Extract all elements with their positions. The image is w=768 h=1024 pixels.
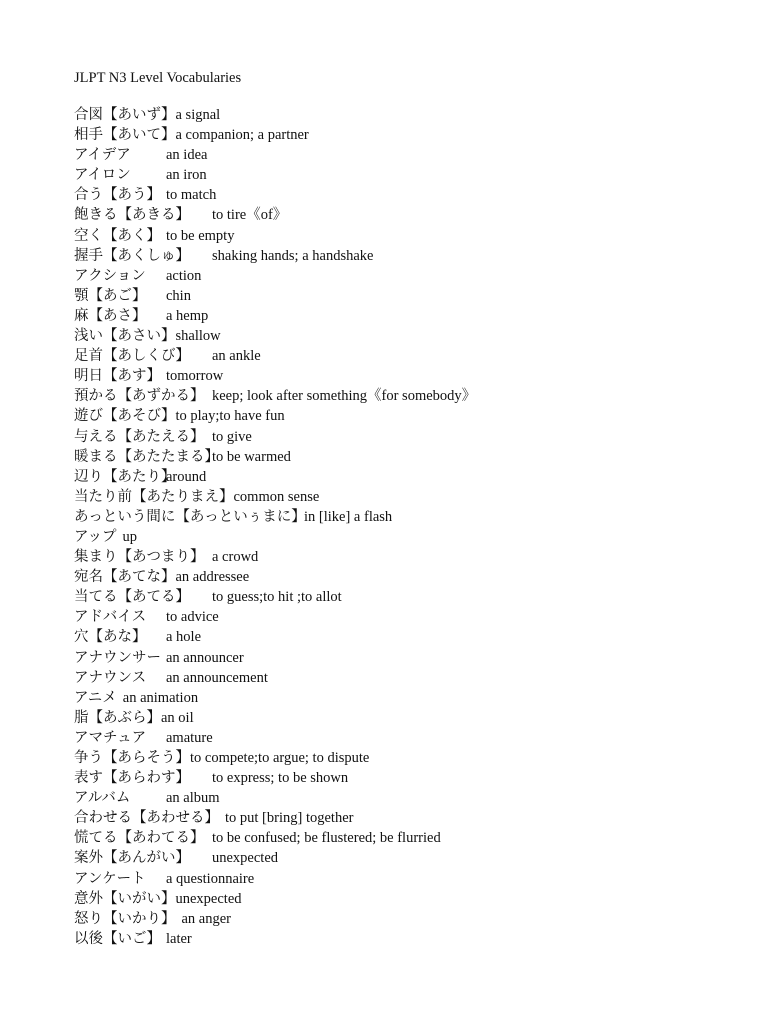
vocabulary-term: 辺り【あたり】 <box>74 468 176 485</box>
vocabulary-entry <box>74 788 734 808</box>
vocabulary-term: 預かる【あずかる】 <box>74 388 205 405</box>
vocabulary-definition: action <box>166 267 202 284</box>
vocabulary-term: 以後【いご】 <box>74 930 161 947</box>
vocabulary-entry <box>74 386 734 406</box>
document-title: JLPT N3 Level Vocabularies <box>74 70 242 86</box>
vocabulary-term: アマチュア <box>74 729 147 746</box>
vocabulary-term: 飽きる【あきる】 <box>74 207 190 224</box>
vocabulary-definition: a companion; a partner <box>175 127 309 144</box>
vocabulary-definition: to tire《of》 <box>212 207 288 224</box>
vocabulary-definition: to advice <box>166 609 219 626</box>
vocabulary-entry <box>74 828 734 848</box>
vocabulary-entry <box>74 848 734 868</box>
vocabulary-term: 争う【あらそう】 <box>74 750 190 766</box>
vocabulary-term: 怒り【いかり】 <box>74 910 176 927</box>
vocabulary-definition: shaking hands; a handshake <box>212 247 374 264</box>
vocabulary-entry <box>74 527 734 547</box>
vocabulary-definition: to compete;to argue; to dispute <box>190 750 370 766</box>
vocabulary-term: 慌てる【あわてる】 <box>74 830 205 847</box>
vocabulary-entry <box>74 185 734 205</box>
vocabulary-entry <box>74 668 734 688</box>
vocabulary-term: 遊び【あそび】 <box>74 408 176 425</box>
vocabulary-term: アナウンサー <box>74 649 161 666</box>
vocabulary-entry <box>74 346 734 366</box>
vocabulary-entry <box>74 909 734 929</box>
vocabulary-term: 合う【あう】 <box>74 187 161 204</box>
vocabulary-term: 明日【あす】 <box>74 368 161 385</box>
vocabulary-entry <box>74 406 734 426</box>
vocabulary-definition: an anger <box>181 910 232 927</box>
vocabulary-definition: tomorrow <box>166 368 224 385</box>
vocabulary-entry <box>74 648 734 668</box>
vocabulary-term: 集まり【あつまり】 <box>74 549 205 566</box>
vocabulary-entry <box>74 226 734 246</box>
vocabulary-definition: shallow <box>175 328 221 345</box>
vocabulary-definition: a hemp <box>166 307 209 324</box>
vocabulary-entry <box>74 487 734 507</box>
vocabulary-definition: to play;to have fun <box>175 408 285 425</box>
vocabulary-entry <box>74 708 734 728</box>
vocabulary-entry <box>74 869 734 889</box>
vocabulary-definition: amature <box>166 729 213 746</box>
vocabulary-term: アンケート <box>74 870 146 887</box>
vocabulary-definition: in [like] a flash <box>304 508 393 525</box>
vocabulary-term: アルバム <box>74 790 131 807</box>
vocabulary-entry <box>74 728 734 748</box>
vocabulary-entry <box>74 547 734 567</box>
vocabulary-definition: an animation <box>122 689 199 706</box>
vocabulary-definition: chin <box>166 287 191 304</box>
vocabulary-definition: to guess;to hit ;to allot <box>212 589 342 606</box>
vocabulary-entry <box>74 507 734 527</box>
vocabulary-definition: to be confused; be flustered; be flurried <box>212 830 441 847</box>
vocabulary-term: 合図【あいず】 <box>74 107 176 123</box>
vocabulary-entry <box>74 567 734 587</box>
vocabulary-definition: an addressee <box>175 569 250 586</box>
vocabulary-entry <box>74 748 734 768</box>
vocabulary-term: 顎【あご】 <box>74 287 147 304</box>
vocabulary-entry <box>74 286 734 306</box>
vocabulary-entry <box>74 427 734 447</box>
vocabulary-definition: a signal <box>175 107 221 123</box>
vocabulary-term: アニメ <box>74 689 117 706</box>
vocabulary-term: 宛名【あてな】 <box>74 569 176 586</box>
vocabulary-definition: a questionnaire <box>166 870 255 887</box>
vocabulary-definition: to match <box>166 187 217 204</box>
vocabulary-definition: an idea <box>166 147 208 164</box>
vocabulary-definition: a crowd <box>212 549 259 566</box>
vocabulary-term: アドバイス <box>74 609 147 626</box>
vocabulary-entry <box>74 447 734 467</box>
vocabulary-definition: an album <box>166 790 220 807</box>
vocabulary-term: 穴【あな】 <box>74 629 147 646</box>
vocabulary-term: 合わせる【あわせる】 <box>74 810 219 827</box>
vocabulary-definition: to put [bring] together <box>225 810 354 827</box>
vocabulary-term: 当てる【あてる】 <box>74 589 190 606</box>
vocabulary-list <box>74 105 734 949</box>
vocabulary-definition: to give <box>212 428 252 445</box>
vocabulary-definition: to be empty <box>166 227 235 244</box>
vocabulary-definition: common sense <box>233 488 320 505</box>
vocabulary-entry <box>74 808 734 828</box>
vocabulary-definition: to be warmed <box>212 448 291 465</box>
vocabulary-definition: unexpected <box>175 890 242 907</box>
vocabulary-entry <box>74 688 734 708</box>
vocabulary-entry <box>74 125 734 145</box>
vocabulary-entry <box>74 366 734 386</box>
vocabulary-term: 案外【あんがい】 <box>74 850 190 867</box>
vocabulary-term: アイロン <box>74 167 131 184</box>
vocabulary-term: 空く【あく】 <box>74 227 161 244</box>
vocabulary-entry <box>74 889 734 909</box>
vocabulary-term: 相手【あいて】 <box>74 127 176 144</box>
vocabulary-entry <box>74 607 734 627</box>
vocabulary-entry <box>74 627 734 647</box>
vocabulary-term: 脂【あぶら】 <box>74 709 161 726</box>
vocabulary-term: アイデア <box>74 147 131 164</box>
vocabulary-entry <box>74 266 734 286</box>
vocabulary-entry <box>74 105 734 125</box>
vocabulary-entry <box>74 145 734 165</box>
vocabulary-term: あっという間に【あっといぅまに】 <box>74 508 306 525</box>
vocabulary-entry <box>74 467 734 487</box>
vocabulary-definition: an announcement <box>166 669 268 686</box>
vocabulary-term: 麻【あさ】 <box>74 307 147 324</box>
vocabulary-definition: an ankle <box>212 348 261 365</box>
vocabulary-term: アナウンス <box>74 669 147 686</box>
vocabulary-entry <box>74 246 734 266</box>
vocabulary-term: 足首【あしくび】 <box>74 348 190 365</box>
vocabulary-entry <box>74 768 734 788</box>
vocabulary-entry <box>74 587 734 607</box>
vocabulary-term: 与える【あたえる】 <box>74 428 205 445</box>
vocabulary-entry <box>74 205 734 225</box>
vocabulary-term: 表す【あらわす】 <box>74 770 190 787</box>
vocabulary-definition: to express; to be shown <box>212 770 349 787</box>
vocabulary-definition: unexpected <box>212 850 279 867</box>
vocabulary-entry <box>74 929 734 949</box>
vocabulary-definition: around <box>166 468 207 485</box>
vocabulary-term: アップ <box>74 528 117 545</box>
vocabulary-entry <box>74 165 734 185</box>
vocabulary-definition: an announcer <box>166 649 244 666</box>
vocabulary-term: 暖まる【あたたまる】 <box>74 448 219 465</box>
vocabulary-term: 浅い【あさい】 <box>74 328 176 345</box>
vocabulary-entry <box>74 326 734 346</box>
vocabulary-definition: a hole <box>166 629 202 646</box>
vocabulary-term: アクション <box>74 267 146 284</box>
vocabulary-entry <box>74 306 734 326</box>
vocabulary-definition: an oil <box>161 709 194 726</box>
vocabulary-definition: an iron <box>166 167 207 184</box>
vocabulary-term: 握手【あくしゅ】 <box>74 247 190 264</box>
vocabulary-definition: later <box>166 930 192 947</box>
vocabulary-definition: up <box>122 528 137 545</box>
vocabulary-term: 意外【いがい】 <box>74 890 176 907</box>
vocabulary-term: 当たり前【あたりまえ】 <box>74 488 234 505</box>
vocabulary-definition: keep; look after something《for somebody》 <box>212 388 477 405</box>
